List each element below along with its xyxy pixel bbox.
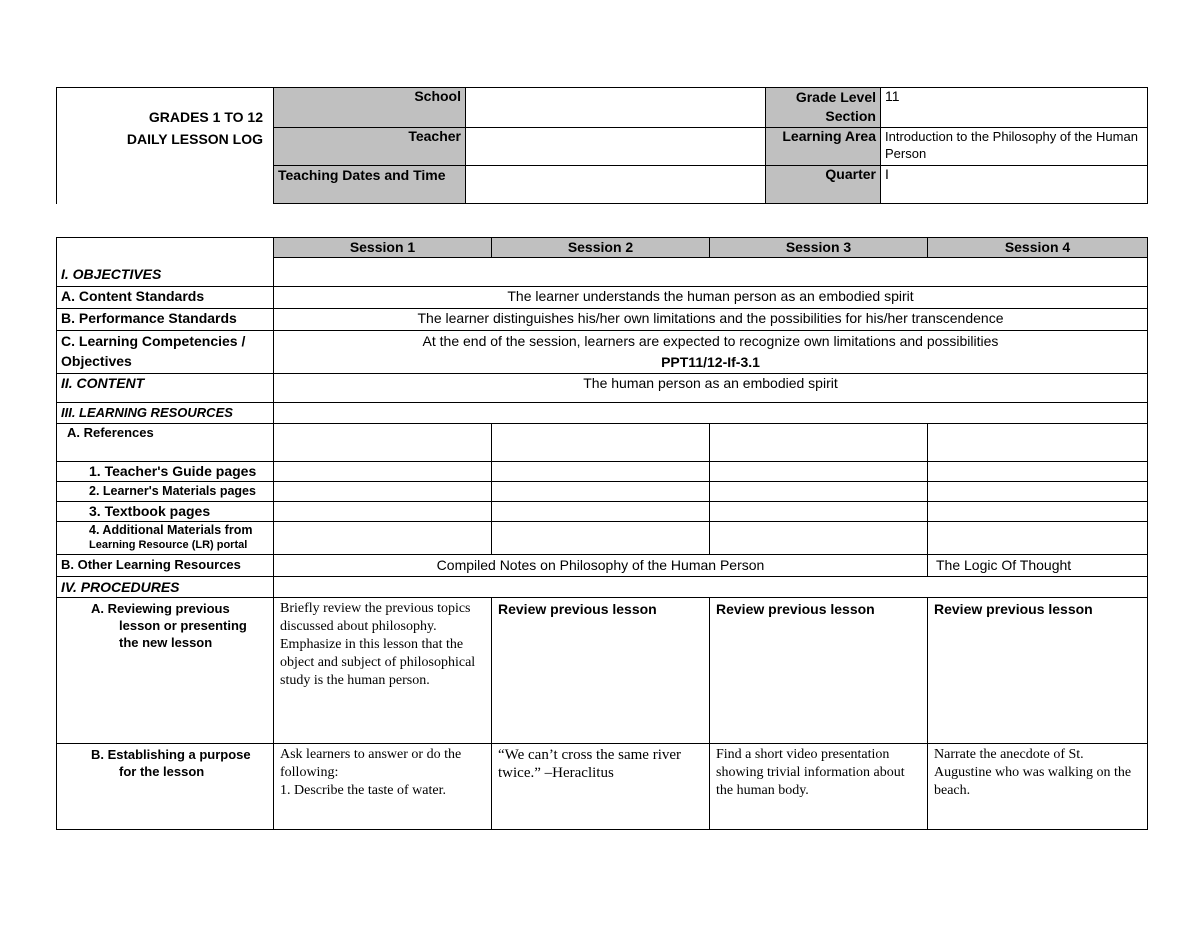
learning-area-label: Learning Area	[766, 128, 881, 166]
purpose-s1	[274, 744, 492, 830]
procedures-heading: IV. PROCEDURES	[57, 577, 274, 598]
objectives-blank	[274, 258, 1148, 287]
competencies-label: C. Learning Competencies / Objectives	[57, 331, 274, 374]
session-2-header: Session 2	[492, 238, 710, 258]
tg-pages-s3[interactable]	[710, 462, 928, 482]
other-resources-s4: The Logic Of Thought	[928, 555, 1148, 577]
competencies-value	[274, 331, 1148, 374]
reviewing-line-3: the new lesson	[119, 635, 213, 650]
additional-s4[interactable]	[928, 522, 1148, 555]
content-value: The human person as an embodied spirit	[274, 374, 1148, 403]
purpose-s2: “We can’t cross the same river twice.” –Heraclitus	[492, 744, 710, 830]
additional-line-1: 4. Additional Materials from	[89, 523, 253, 537]
references-s1[interactable]	[274, 424, 492, 462]
grade-level-field[interactable]: 11	[881, 88, 1148, 128]
reviewing-label	[57, 598, 274, 744]
references-s3[interactable]	[710, 424, 928, 462]
textbook-pages-label: 3. Textbook pages	[57, 502, 274, 522]
purpose-line-1: B. Establishing a purpose	[91, 747, 251, 762]
tg-pages-s1[interactable]	[274, 462, 492, 482]
teacher-field[interactable]	[466, 128, 766, 166]
additional-line-2: Learning Resource (LR) portal	[89, 539, 248, 551]
tg-pages-label: 1. Teacher's Guide pages	[57, 462, 274, 482]
objectives-heading: I. OBJECTIVES	[57, 238, 274, 287]
performance-standards-label: B. Performance Standards	[57, 309, 274, 331]
session-4-header: Session 4	[928, 238, 1148, 258]
reviewing-s4: Review previous lesson	[928, 598, 1148, 744]
tg-pages-s2[interactable]	[492, 462, 710, 482]
other-resources-label: B. Other Learning Resources	[57, 555, 274, 577]
additional-s3[interactable]	[710, 522, 928, 555]
competency-code: PPT11/12-If-3.1	[661, 354, 760, 370]
header-table	[56, 87, 1148, 204]
lm-pages-s1[interactable]	[274, 482, 492, 502]
tg-pages-s4[interactable]	[928, 462, 1148, 482]
purpose-s1-line-1: Ask learners to answer or do the following:	[280, 747, 462, 780]
procedures-blank	[274, 577, 1148, 598]
learning-area-field[interactable]: Introduction to the Philosophy of the Human Person	[881, 128, 1148, 166]
school-label: School	[274, 88, 466, 128]
title-line-2: DAILY LESSON LOG	[126, 131, 263, 147]
textbook-pages-s3[interactable]	[710, 502, 928, 522]
additional-materials-label	[57, 522, 274, 555]
additional-s2[interactable]	[492, 522, 710, 555]
resources-heading: III. LEARNING RESOURCES	[57, 403, 274, 424]
reviewing-s3: Review previous lesson	[710, 598, 928, 744]
lm-pages-s4[interactable]	[928, 482, 1148, 502]
title-line-1: GRADES 1 TO 12	[148, 109, 263, 125]
reviewing-line-1: A. Reviewing previous	[91, 601, 230, 616]
grade-level-label: Grade Level	[795, 89, 876, 105]
reviewing-s2: Review previous lesson	[492, 598, 710, 744]
textbook-pages-s2[interactable]	[492, 502, 710, 522]
grade-section-label	[766, 88, 881, 128]
quarter-field[interactable]: I	[881, 166, 1148, 204]
references-s4[interactable]	[928, 424, 1148, 462]
content-standards-value: The learner understands the human person as an embodied spirit	[274, 287, 1148, 309]
purpose-s4: Narrate the anecdote of St. Augustine who was walking on the beach.	[928, 744, 1148, 830]
content-standards-label: A. Content Standards	[57, 287, 274, 309]
purpose-s1-line-2: 1. Describe the taste of water.	[280, 783, 446, 798]
resources-blank	[274, 403, 1148, 424]
lm-pages-label: 2. Learner's Materials pages	[57, 482, 274, 502]
lesson-log-table	[56, 237, 1148, 830]
references-s2[interactable]	[492, 424, 710, 462]
additional-s1[interactable]	[274, 522, 492, 555]
reviewing-s1: Briefly review the previous topics discussed about philosophy. Emphasize in this lesson that the object and subject of philosophical study is the human person.	[274, 598, 492, 744]
session-1-header: Session 1	[274, 238, 492, 258]
performance-standards-value: The learner distinguishes his/her own limitations and the possibilities for his/her transcendence	[274, 309, 1148, 331]
purpose-line-2: for the lesson	[119, 764, 205, 779]
dates-label: Teaching Dates and Time	[274, 166, 466, 204]
dates-field[interactable]	[466, 166, 766, 204]
section-label: Section	[825, 108, 876, 124]
textbook-pages-s1[interactable]	[274, 502, 492, 522]
textbook-pages-s4[interactable]	[928, 502, 1148, 522]
purpose-label	[57, 744, 274, 830]
competencies-text: At the end of the session, learners are expected to recognize own limitations and possibilities	[422, 333, 999, 349]
reviewing-line-2: lesson or presenting	[119, 618, 247, 633]
session-3-header: Session 3	[710, 238, 928, 258]
other-resources-s1-s3: Compiled Notes on Philosophy of the Human Person	[274, 555, 928, 577]
references-label: A. References	[57, 424, 274, 462]
lm-pages-s3[interactable]	[710, 482, 928, 502]
teacher-label: Teacher	[274, 128, 466, 166]
content-heading: II. CONTENT	[57, 374, 274, 403]
purpose-s3: Find a short video presentation showing trivial information about the human body.	[710, 744, 928, 830]
lm-pages-s2[interactable]	[492, 482, 710, 502]
quarter-label: Quarter	[766, 166, 881, 204]
log-title	[57, 88, 274, 204]
school-field[interactable]	[466, 88, 766, 128]
